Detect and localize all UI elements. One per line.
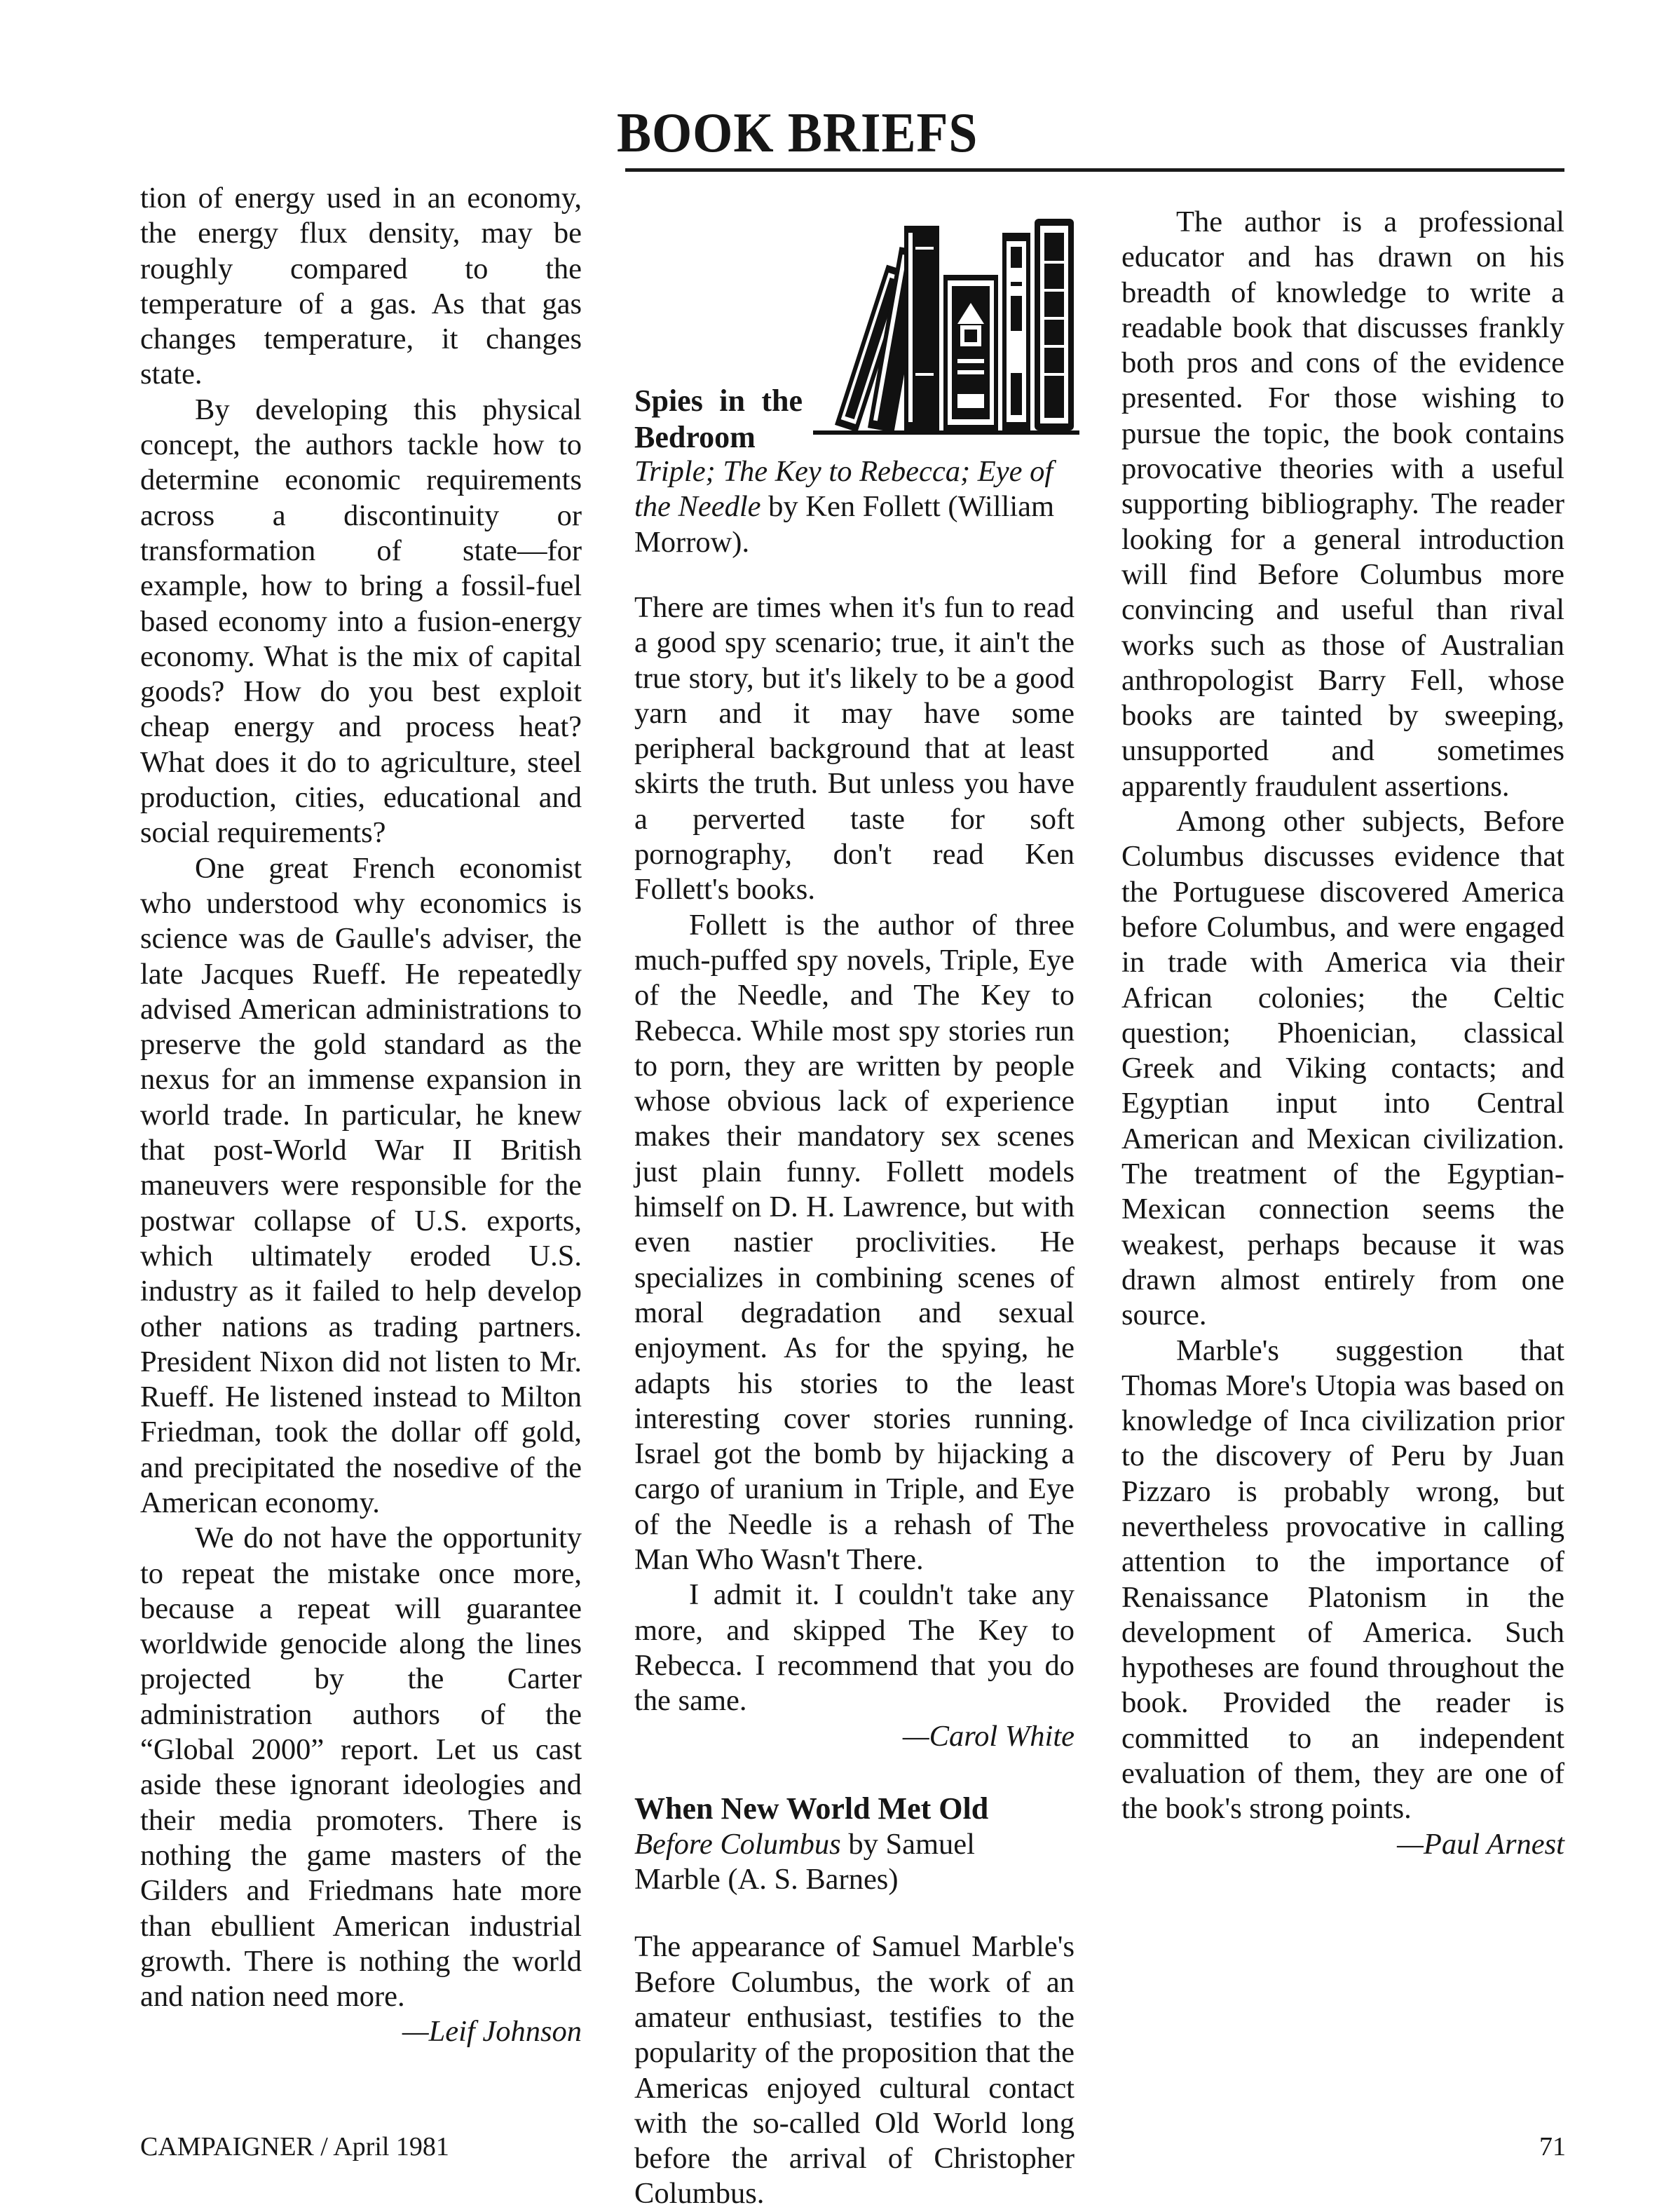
author-signature: —Leif Johnson bbox=[402, 2015, 582, 2049]
paragraph: We do not have the opportunity to repeat the mistake once more, because a repeat will guarantee worldwide genocide along the lines projected by the Carter administration authors of the “Global 2000” report. Let us cast aside these ignorant ideologies and their media promoters. There is nothing the game masters of the Gilders and Friedmans hate more than ebullient American industrial growth. There is nothing the world and nation need more. bbox=[140, 1521, 582, 2014]
paragraph: The author is a professional educator and has drawn on his breadth of knowledge to write a readable book that discusses frankly both pros and cons of the evidence presented. For those wishing to pursue the topic, the book contains provocative theories with a useful supporting bibliography. The reader looking for a general introduction will find Before Columbus more convincing and useful than rival works such as those of Australian anthropologist Barry Fell, whose books are tainted by sweeping, unsupported and sometimes apparently fraudulent assertions. bbox=[1121, 205, 1564, 803]
paragraph: Follett is the author of three much-puffed spy novels, Triple, Eye of the Needle, and The Key to Rebecca. While most spy stories run to porn, they are written by people whose obvious lack of experience makes their mandatory sex scenes just plain funny. Follett models himself on D. H. Lawrence, but with even nastier proclivities. He specializes in combining scenes of moral degradation and sexual enjoyment. As for the spying, he adapts his stories to the least interesting cover stories running. Israel got the bomb by hijacking a cargo of uranium in Triple, and Eye of the Needle is a rehash of The Man Who Wasn't There. bbox=[634, 908, 1075, 1577]
books-on-shelf-icon bbox=[799, 205, 1079, 443]
title-rule bbox=[625, 168, 1564, 172]
paragraph: Marble's suggestion that Thomas More's Utopia was based on knowledge of Inca civilization prior to the discovery of Peru by Juan Pizzaro is probably wrong, but nevertheless provocative in calling attention to the importance of Renaissance Platonism in the development of America. Such hypotheses are found throughout the book. Provided the reader is committed to an independent evaluation of them, they are one of the book's strong points. bbox=[1121, 1334, 1564, 1826]
paragraph: By developing this physical concept, the authors tackle how to determine economic requirements across a discontinuity or transformation of state—for example, how to bring a fossil-fuel based economy into a fusion-energy economy. What is the mix of capital goods? How do you best exploit cheap energy and process heat? What does it do to agriculture, steel production, cities, educational and social requirements? bbox=[140, 393, 582, 850]
book-title: Before Columbus bbox=[634, 1827, 841, 1861]
paragraph: One great French economist who understood why economics is science was de Gaulle's adviser, the late Jacques Rueff. He repeatedly advised American administrations to preserve the gold standard as the nexus for an immense expansion in world trade. In particular, he knew that post-World War II British maneuvers were responsible for the postwar collapse of U.S. exports, which ultimately eroded U.S. industry as it failed to help develop other nations as trading partners. President Nixon did not listen to Mr. Rueff. He listened instead to Milton Friedman, took the dollar off gold, and precipitated the nosedive of the American economy. bbox=[140, 851, 582, 1519]
column-2 bbox=[634, 590, 1075, 2212]
book-titles: Triple; The Key to Rebecca; Eye of the Needle bbox=[634, 455, 1053, 524]
author-signature: —Carol White bbox=[902, 1719, 1075, 1753]
author-publisher: by Ken Follett (William Morrow). bbox=[634, 490, 1055, 559]
review-credit bbox=[634, 1827, 1075, 1898]
paragraph: The appearance of Samuel Marble's Before Columbus, the work of an amateur enthusiast, testifies to the popularity of the proposition that the Americas enjoyed cultural contact with the so-called Old World long before the arrival of Christopher Columbus. bbox=[634, 1930, 1075, 2211]
paragraph: Among other subjects, Before Columbus discusses evidence that the Portuguese discovered America before Columbus, and were engaged in trade with America via their African colonies; the Celtic question; Phoenician, classical Greek and Viking contacts; and Egyptian input into Central American and Mexican civilization. The treatment of the Egyptian-Mexican connection seems the weakest, perhaps because it was drawn almost entirely from one source. bbox=[1121, 805, 1564, 1332]
spacer bbox=[634, 1754, 1075, 1786]
review-heading: When New World Met Old bbox=[634, 1791, 989, 1826]
column-1 bbox=[140, 181, 582, 2050]
paragraph: There are times when it's fun to read a good spy scenario; true, it ain't the true story, but it's likely to be a good yarn and it may have some peripheral background that at least skirts the truth. But unless you have a perverted taste for soft pornography, don't read Ken Follett's books. bbox=[634, 591, 1075, 907]
review-credit bbox=[634, 454, 1069, 560]
publisher: Marble (A. S. Barnes) bbox=[634, 1863, 899, 1897]
publication-footer: CAMPAIGNER / April 1981 bbox=[140, 2132, 449, 2162]
page-number: 71 bbox=[1539, 2132, 1566, 2162]
spacer bbox=[634, 1897, 1075, 1929]
paragraph: I admit it. I couldn't take any more, and skipped The Key to Rebecca. I recommend that you do the same. bbox=[634, 1578, 1075, 1718]
author: by Samuel bbox=[848, 1827, 975, 1861]
section-title: BOOK BRIEFS bbox=[617, 102, 978, 164]
review-heading: Spies in the Bedroom bbox=[634, 384, 803, 454]
column-3 bbox=[1121, 205, 1564, 1862]
paragraph: tion of energy used in an economy, the energy flux density, may be roughly compared to the temperature of a gas. As that gas changes temperature, it changes state. bbox=[140, 182, 582, 391]
author-signature: —Paul Arnest bbox=[1397, 1827, 1564, 1861]
